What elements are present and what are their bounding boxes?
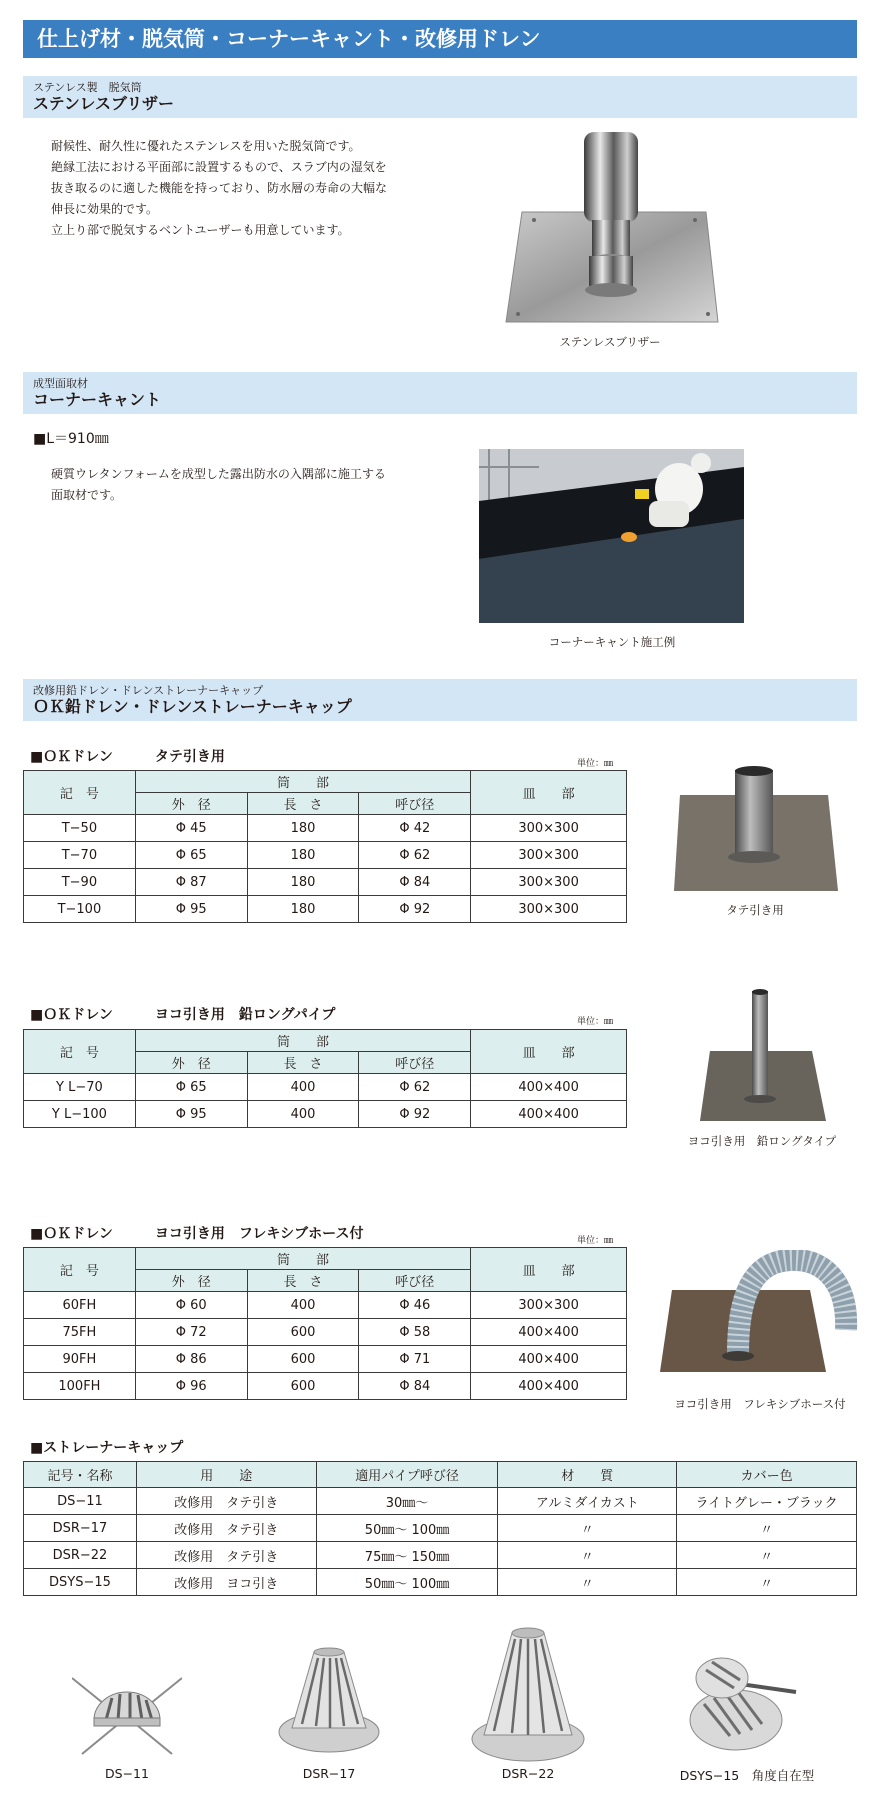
header-dish: 皿 部 [471,1030,627,1074]
cell: 180 [247,842,359,869]
cell: Φ 62 [359,1074,471,1101]
cell: 改修用 タテ引き [136,1515,316,1542]
breather-image [498,130,728,330]
section-title: ＯＫ鉛ドレン・ドレンストレーナーキャップ [33,697,352,716]
cell: 〃 [498,1515,677,1542]
cell: T−100 [24,896,136,923]
header-code: 記 号 [24,1030,136,1074]
cell: DSR−22 [24,1542,137,1569]
table-row [24,1488,857,1515]
cell: Φ 84 [359,869,471,896]
header-cell: 記号・名称 [24,1462,137,1488]
drain-table-horizontal-hose [23,1247,627,1400]
cell: 300×300 [471,842,627,869]
table-row [24,1101,627,1128]
cell: Φ 62 [359,842,471,869]
header-tube: 筒 部 [135,1248,470,1270]
cell: Φ 65 [135,1074,247,1101]
table-row [24,1542,857,1569]
cell: 400 [247,1074,359,1101]
unit-label: 単位：㎜ [577,1017,614,1027]
table-row [24,1292,627,1319]
header-length: 長 さ [247,1270,359,1292]
cell: 〃 [677,1515,857,1542]
header-cell: カバー色 [677,1462,857,1488]
strainer-table-title: ■ストレーナーキャップ [30,1440,184,1456]
table-row [24,1515,857,1542]
cell: 400 [247,1292,359,1319]
table-row [24,1074,627,1101]
cell: Φ 71 [359,1346,471,1373]
header-outer: 外 径 [135,1052,247,1074]
section-header-breather [23,76,857,118]
cell: Y L−70 [24,1074,136,1101]
dsys-15-image [680,1644,800,1759]
drain-table-title: ■ＯＫドレン ヨコ引き用 鉛ロングパイプ [30,1007,336,1023]
text-line: 立上り部で脱気するベントユーザーも用意しています。 [51,223,350,237]
cell: 300×300 [471,869,627,896]
cell: Φ 58 [359,1319,471,1346]
cell: 300×300 [471,896,627,923]
corner-cant-length: ■L＝910㎜ [33,431,109,447]
text-line: 伸長に効果的です。 [51,202,159,216]
header-code: 記 号 [24,1248,136,1292]
cell: 100FH [24,1373,136,1400]
cell: 75FH [24,1319,136,1346]
cell: Φ 72 [135,1319,247,1346]
header-outer: 外 径 [135,1270,247,1292]
cell: 改修用 タテ引き [136,1542,316,1569]
text-line: 絶縁工法における平面部に設置するもので、スラブ内の湿気を [51,160,387,174]
strainer-table [23,1461,857,1596]
table-row [24,815,627,842]
cell: T−50 [24,815,136,842]
cell: Φ 65 [135,842,247,869]
cell: 〃 [677,1542,857,1569]
cell: DSR−17 [24,1515,137,1542]
cell: 180 [247,896,359,923]
table-row [24,896,627,923]
header-length: 長 さ [247,1052,359,1074]
cell: Φ 45 [135,815,247,842]
cell: Φ 92 [359,1101,471,1128]
cell: 600 [247,1373,359,1400]
header-nominal: 呼び径 [359,1270,471,1292]
cell: 180 [247,869,359,896]
cell: 400×400 [471,1101,627,1128]
dsr-22-image [468,1625,588,1770]
dsr-17-image [274,1640,384,1760]
product-caption-dsr-22: DSR−22 [501,1766,555,1781]
table-row [24,842,627,869]
cell: 90FH [24,1346,136,1373]
section-subtitle: ステンレス製 脱気筒 [33,81,142,94]
header-nominal: 呼び径 [359,793,471,815]
cell: T−70 [24,842,136,869]
cell: ライトグレー・ブラック [677,1488,857,1515]
cell: 400 [247,1101,359,1128]
cell: 〃 [677,1569,857,1596]
cell: 改修用 ヨコ引き [136,1569,316,1596]
header-length: 長 さ [247,793,359,815]
page-title: 仕上げ材・脱気筒・コーナーキャント・改修用ドレン [23,20,857,58]
product-caption-ds-11: DS−11 [105,1766,149,1781]
header-outer: 外 径 [135,793,247,815]
header-tube: 筒 部 [135,771,470,793]
cell: 400×400 [471,1373,627,1400]
cell: DS−11 [24,1488,137,1515]
cell: 180 [247,815,359,842]
cell: 〃 [498,1569,677,1596]
table-row [24,1373,627,1400]
text-line: 硬質ウレタンフォームを成型した露出防水の入隅部に施工する [51,467,386,481]
cell: 600 [247,1346,359,1373]
drain-table-title: ■ＯＫドレン タテ引き用 [30,749,225,765]
cell: T−90 [24,869,136,896]
header-nominal: 呼び径 [359,1052,471,1074]
cell: 〃 [498,1542,677,1569]
long-pipe-drain-image [700,985,830,1125]
vertical-drain-caption: タテ引き用 [726,903,784,917]
breather-caption: ステンレスブリザー [559,335,661,349]
vertical-drain-image [672,765,842,895]
product-caption-dsys-15: DSYS−15 角度自在型 [679,1768,815,1783]
section-title: コーナーキャント [33,390,162,409]
cell: 75㎜〜 150㎜ [316,1542,498,1569]
cell: 50㎜〜 100㎜ [316,1515,498,1542]
cell: Φ 96 [135,1373,247,1400]
header-cell: 材 質 [498,1462,677,1488]
header-cell: 用 途 [136,1462,316,1488]
cell: アルミダイカスト [498,1488,677,1515]
corner-cant-description [51,464,451,506]
cell: Φ 87 [135,869,247,896]
text-line: 面取材です。 [51,488,123,502]
section-subtitle: 成型面取材 [33,377,88,390]
long-pipe-drain-caption: ヨコ引き用 鉛ロングタイプ [687,1134,837,1148]
cell: Y L−100 [24,1101,136,1128]
table-row [24,1346,627,1373]
flexible-hose-drain-caption: ヨコ引き用 フレキシブホース付 [674,1397,846,1411]
drain-table-horizontal-long [23,1029,627,1128]
cell: 400×400 [471,1346,627,1373]
unit-label: 単位：㎜ [577,759,614,769]
section-subtitle: 改修用鉛ドレン・ドレンストレーナーキャップ [33,684,264,697]
header-tube: 筒 部 [135,1030,470,1052]
corner-cant-photo [479,449,744,623]
cell: 400×400 [471,1074,627,1101]
table-row [24,1319,627,1346]
cell: 改修用 タテ引き [136,1488,316,1515]
table-row [24,1569,857,1596]
cell: Φ 60 [135,1292,247,1319]
table-row [24,869,627,896]
header-code: 記 号 [24,771,136,815]
cell: 600 [247,1319,359,1346]
cell: 300×300 [471,815,627,842]
corner-cant-caption: コーナーキャント施工例 [548,635,676,649]
cell: Φ 95 [135,896,247,923]
flexible-hose-drain-image [660,1250,865,1380]
cell: Φ 86 [135,1346,247,1373]
ds-11-image [72,1668,182,1758]
cell: 400×400 [471,1319,627,1346]
cell: Φ 92 [359,896,471,923]
unit-label: 単位：㎜ [577,1236,614,1246]
cell: Φ 42 [359,815,471,842]
breather-description [51,136,451,241]
header-dish: 皿 部 [471,1248,627,1292]
section-header-corner-cant [23,372,857,414]
cell: 30㎜〜 [316,1488,498,1515]
header-dish: 皿 部 [471,771,627,815]
drain-table-title: ■ＯＫドレン ヨコ引き用 フレキシブホース付 [30,1226,364,1242]
section-title: ステンレスブリザー [33,94,175,113]
drain-table-vertical [23,770,627,923]
cell: 300×300 [471,1292,627,1319]
text-line: 抜き取るのに適した機能を持っており、防水層の寿命の大幅な [51,181,388,195]
cell: Φ 46 [359,1292,471,1319]
text-line: 耐候性、耐久性に優れたステンレスを用いた脱気筒です。 [51,139,361,153]
header-cell: 適用パイプ呼び径 [316,1462,498,1488]
product-caption-dsr-17: DSR−17 [302,1766,356,1781]
cell: DSYS−15 [24,1569,137,1596]
cell: Φ 84 [359,1373,471,1400]
cell: 60FH [24,1292,136,1319]
cell: 50㎜〜 100㎜ [316,1569,498,1596]
cell: Φ 95 [135,1101,247,1128]
section-header-drain [23,679,857,721]
